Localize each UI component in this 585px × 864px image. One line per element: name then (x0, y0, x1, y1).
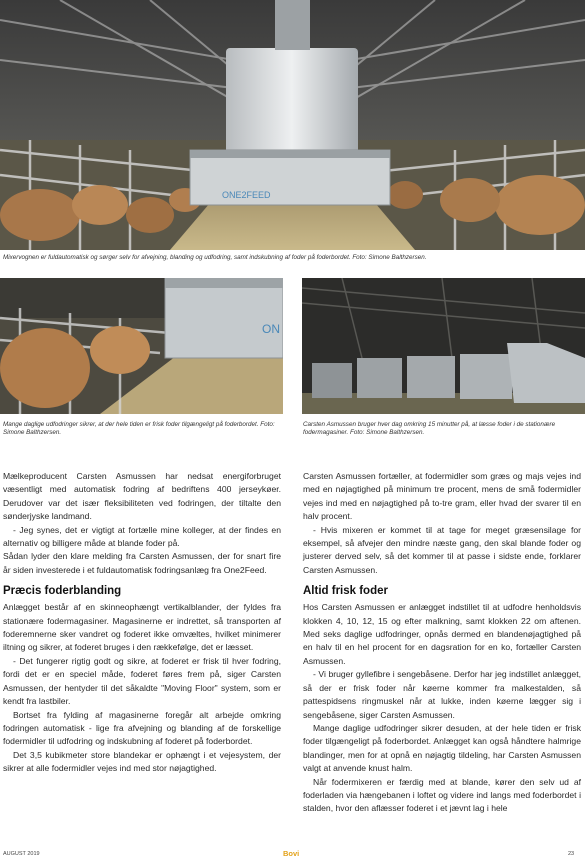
article-paragraph: Det 3,5 kubikmeter store blandekar er ophængt i et vejesystem, der sikrer at alle fodermidler vejes ind med stor nøjagtighed. (3, 749, 281, 774)
footer-magazine-logo: Bovi (283, 849, 300, 858)
article-paragraph: - Vi bruger gyllefibre i sengebåsene. Derfor har jeg indstillet anlægget, så der er frisk foder når køerne kommer fra malkestalden, så pattespidsens ringmuskel når at lukke, inden køerne lægger sig i sengebåsene, siger Carsten Asmussen. (303, 669, 581, 720)
section-heading: Præcis foderblanding (3, 585, 122, 598)
article-paragraph: Sådan lyder den klare melding fra Carsten Asmussen, der for snart fire år siden investerede i et fuldautomatisk fodringsanlæg fra One2Feed. (3, 551, 281, 575)
article-right-column (303, 470, 581, 816)
left-photo-caption: Mange daglige udfodringer sikrer, at der hele tiden er frisk foder tilgængeligt på foderbordet. Foto: Simone Balthzersen. (3, 421, 275, 436)
feed-storage-photo (302, 278, 585, 414)
article-paragraph: Når fodermixeren er færdig med at blande, kører den selv ud af foderladen via hængebanen i loftet og videre ind langs med foderbordet i stalden, hvor den aflæsser foderet i et jævnt lag i hele (303, 776, 581, 814)
article-paragraph: Bortset fra fylding af magasinerne foregår alt arbejde omkring fodringen automatisk - lige fra afvejning og blanding af de forskellige fodermidler til udfodring og indskubning af foderet på foderbordet. (3, 709, 281, 747)
article-left-column (3, 470, 281, 776)
footer-issue-date: AUGUST 2019 (3, 851, 40, 857)
article-paragraph: Hos Carsten Asmussen er anlægget indstillet til at udfodre henholdsvis klokken 4, 10, 12, 15 og efter malkning, samt klokken 22 om aftenen. Med seks daglige udfodringer, opnås dermed en blandenøjagtighed på en halv til en hel procent for en dagsration for en ko, fortæller Carsten Asmussen. (303, 602, 581, 666)
article-paragraph: Mange daglige udfodringer sikrer desuden, at der hele tiden er frisk foder tilgængeligt på foderbordet. Anlægget kan også håndtere halmrige blandinger, men for at opnå en nøjagtig tildeling, har Carsten Asmussen valgt at anvende knust halm. (303, 722, 581, 774)
feeding-photo (0, 278, 283, 414)
machine-label-short: ON (262, 322, 280, 336)
top-photo-caption: Mixervognen er fuldautomatisk og sørger selv for afvejning, blanding og udfodring, samt indskubning af foder på foderbordet. Foto: Simone Balthzersen. (3, 254, 427, 261)
article-paragraph: Anlægget består af en skinneophængt vertikalblander, der fyldes fra stationære fodermagasiner. Magasinerne er indrettet, så transporten af foderemnerne sker vandret og foderet ikke omvæltes, hvilket minimerer iltning og sikrer, at foderet bruges i den rækkefølge, det er læsset. (3, 602, 281, 653)
footer-page-number: 23 (568, 851, 575, 857)
machine-label: ONE2FEED (222, 190, 271, 200)
article-paragraph: - Hvis mixeren er kommet til at tage for meget græsensilage for eksempel, så afvejer den mindre næste gang, den skal blande foder og justerer derved selv, så det kommer til at passe i sidste ende, forklarer Carsten Asmussen. (303, 524, 581, 575)
article-paragraph: Carsten Asmussen fortæller, at fodermidler som græs og majs vejes ind med en nøjagtighed på minimum tre procent, mens de små fodermidler vejes ind med en nøjagtighed på to-tre gram, eller hvad der svarer til en halv procent. (303, 471, 581, 522)
article-paragraph: - Jeg synes, det er vigtigt at fortælle mine kolleger, at der findes en alternativ og billigere måde at blande foder på. (3, 524, 281, 549)
article-paragraph: Mælkeproducent Carsten Asmussen har nedsat energiforbruget væsentligt med automatisk fodring af bedriftens 400 jerseykøer. Derudover var det især fleksibiliteten ved fodringen, der tiltalte den sønderjyske landmand. (3, 471, 281, 522)
section-heading: Altid frisk foder (303, 585, 388, 598)
mixer-wagon-photo (0, 0, 585, 250)
article-paragraph: - Det fungerer rigtig godt og sikre, at foderet er frisk til hver fodring, fordi det er en speciel måde, foderet føres frem på, siger Carsten Asmussen, der hentyder til det såkaldte "Moving Floor" system, som er kendt fra lastbiler. (3, 655, 281, 707)
right-photo-caption: Carsten Asmussen bruger hver dag omkring 15 minutter på, at læsse foder i de stationære fodermagasiner. Foto: Simone Balthzersen. (303, 421, 556, 436)
